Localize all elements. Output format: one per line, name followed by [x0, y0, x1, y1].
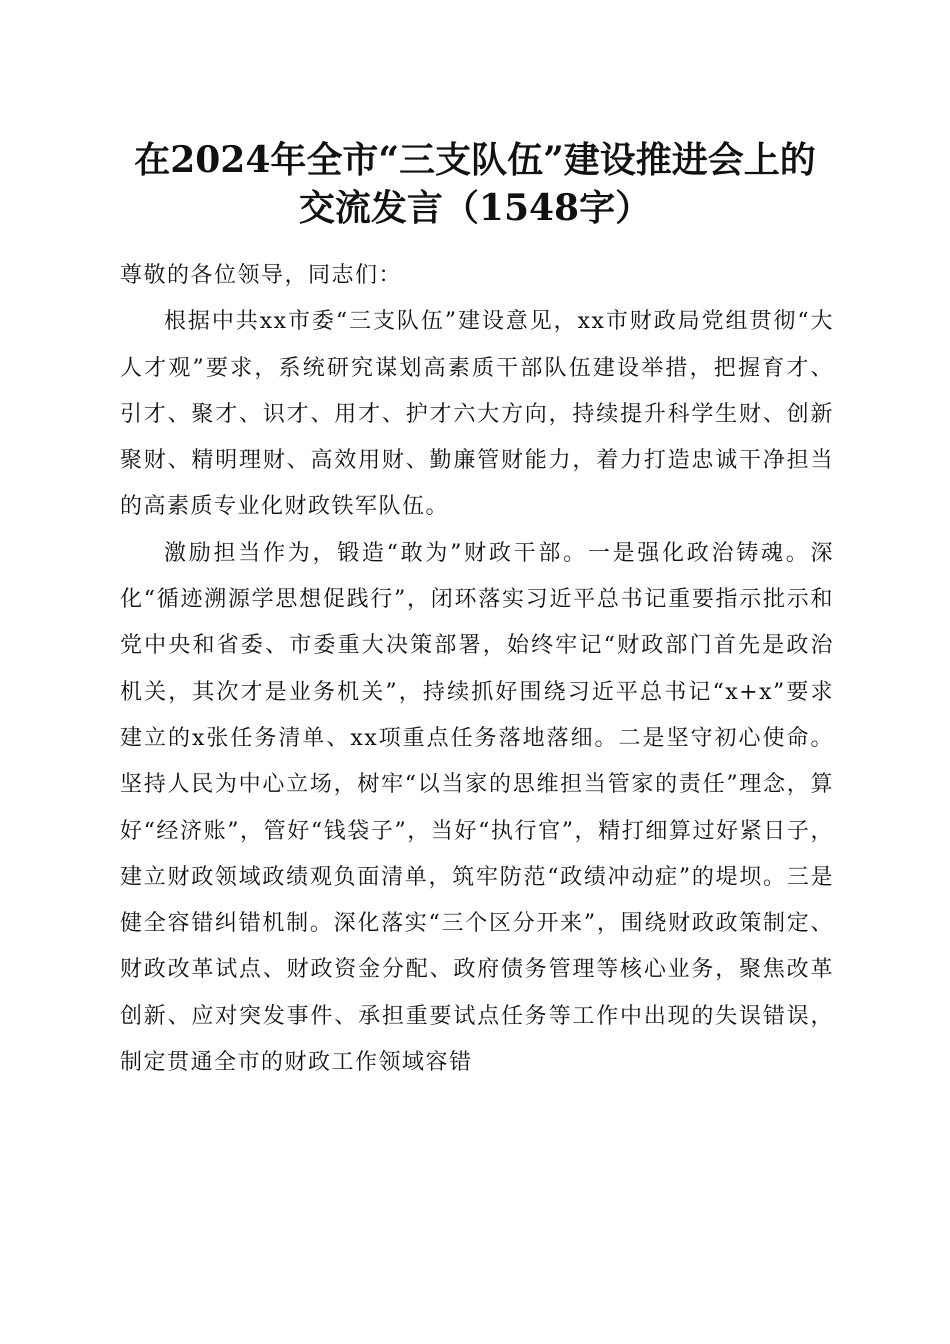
- title-line-1: 在2024年全市“三支队伍”建设推进会上的: [134, 139, 816, 181]
- title-line-2: 交流发言（1548字）: [298, 187, 652, 229]
- document-body: [120, 253, 834, 1086]
- paragraph-incentive: 激励担当作为，锻造“敢为”财政干部。一是强化政治铸魂。深化“循迹溯源学思想促践行”，闭环落实习近平总书记重要指示批示和党中央和省委、市委重大决策部署，始终牢记“财政部门首先是政治机关，其次才是业务机关”，持续抓好围绕习近平总书记“x+x”要求建立的x张任务清单、xx项重点任务落地落细。二是坚守初心使命。坚持人民为中心立场，树牢“以当家的思维担当管家的责任”理念，算好“经济账”，管好“钱袋子”，当好“执行官”，精打细算过好紧日子，建立财政领域政绩观负面清单，筑牢防范“政绩冲动症”的堤坝。三是健全容错纠错机制。深化落实“三个区分开来”，围绕财政政策制定、财政改革试点、财政资金分配、政府债务管理等核心业务，聚焦改革创新、应对突发事件、承担重要试点任务等工作中出现的失误错误，制定贯通全市的财政工作领域容错: [120, 540, 834, 1076]
- paragraph-intro: 根据中共xx市委“三支队伍”建设意见，xx市财政局党组贯彻“大人才观”要求，系统研究谋划高素质干部队伍建设举措，把握育才、引才、聚才、识才、用才、护才六大方向，持续提升科学生财、创新聚财、精明理财、高效用财、勤廉管财能力，着力打造忠诚干净担当的高素质专业化财政铁军队伍。: [120, 309, 834, 520]
- salutation: 尊敬的各位领导，同志们：: [120, 263, 403, 288]
- document-title: [95, 136, 855, 232]
